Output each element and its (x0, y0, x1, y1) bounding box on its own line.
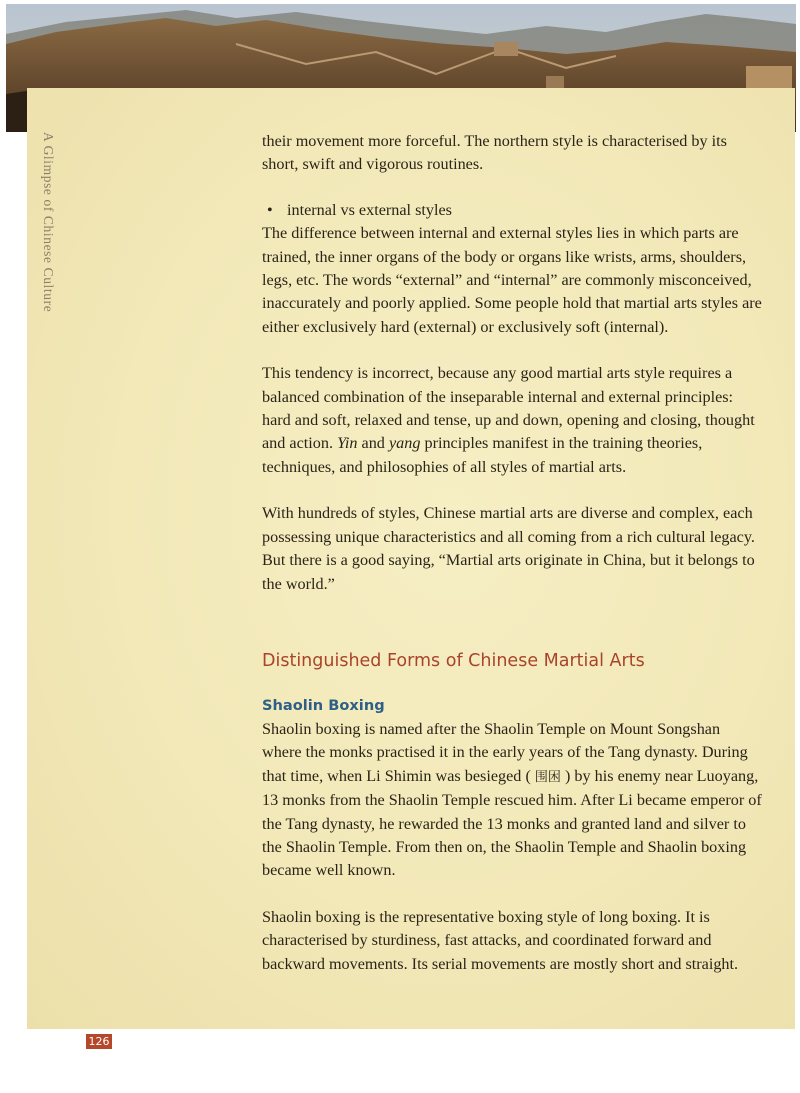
and-word: and (361, 434, 385, 453)
shaolin-text (262, 718, 762, 976)
paragraph-northern-style: their movement more forceful. The northern style is characterised by its short, swift and vigorous routines. (262, 132, 727, 174)
shaolin-history-b: ) by his enemy near Luoyang, 13 monks from the Shaolin Temple rescued him. After Li became emperor of the Tang dynasty, he rewarded the 13 monks and granted land and silver to the Shaolin Temple. From then on, the Shaolin Temple and Shaolin boxing became well known. (262, 766, 762, 880)
shaolin-history-a: Shaolin boxing is named after the Shaolin Temple on Mount Songshan where the monks practised it in the early years of the Tang dynasty. During that time, when Li Shimin was besieged ( (262, 720, 748, 785)
bullet-icon: • (267, 200, 273, 219)
chinese-characters: 围困 (534, 769, 561, 785)
section-heading: Distinguished Forms of Chinese Martial Arts (262, 651, 645, 671)
side-title: A Glimpse of Chinese Culture (41, 132, 56, 313)
yin-term: Yin (337, 434, 358, 453)
tendency-text: This tendency is incorrect, because any good martial arts style requires a balanced combination of the inseparable internal and external principles: hard and soft, relaxed and tense, up and down, opening and closing, thought and action. (262, 364, 755, 453)
main-text (262, 130, 762, 596)
paragraph-shaolin-style: Shaolin boxing is the representative boxing style of long boxing. It is characterised by sturdiness, fast attacks, and coordinated forward and backward movements. Its serial movements are mostly short and straight. (262, 907, 739, 973)
paragraph-internal-external: The difference between internal and external styles lies in which parts are trained, the inner organs of the body or organs like wrists, arms, shoulders, legs, etc. The words “external” and “internal” are commonly misconceived, inaccurately and poorly applied. Some people hold that martial arts styles are either exclusively hard (external) or exclusively soft (internal). (262, 224, 762, 336)
paragraph-hundreds-styles: With hundreds of styles, Chinese martial arts are diverse and complex, each possessing unique characteristics and all coming from a rich cultural legacy. But there is a good saying, “Martial arts originate in China, but it belongs to the world.” (262, 504, 755, 593)
bullet-label: internal vs external styles (287, 200, 452, 219)
tendency-tail: principles manifest in the training theories, techniques, and philosophies of all styles of martial arts. (262, 434, 703, 476)
yang-term: yang (388, 434, 421, 453)
bullet-item (262, 199, 762, 222)
paragraph-shaolin-history (262, 718, 762, 883)
paragraph-tendency (262, 362, 762, 479)
page-number-badge: 126 (86, 1034, 112, 1049)
sub-heading-shaolin: Shaolin Boxing (262, 697, 385, 714)
